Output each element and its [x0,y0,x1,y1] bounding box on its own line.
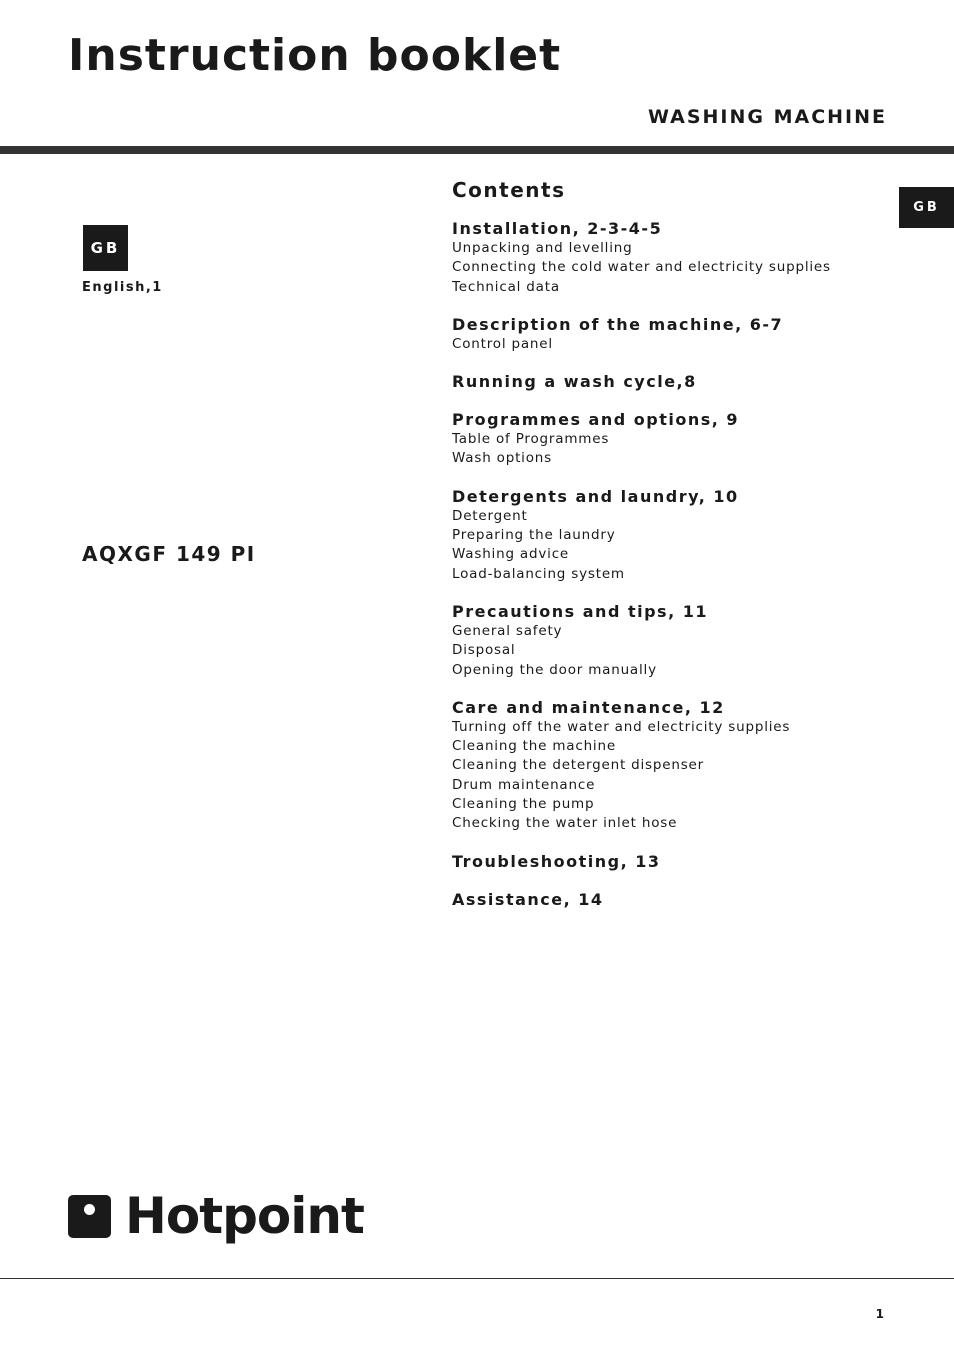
page-title: Instruction booklet [68,30,562,81]
contents-subitem[interactable]: Technical data [452,278,560,295]
contents-subitem[interactable]: Turning off the water and electricity supplies [452,718,791,735]
contents-section-title[interactable]: Troubleshooting, 13 [452,851,661,871]
contents-subitem[interactable]: Cleaning the detergent dispenser [452,757,705,774]
contents-subitem[interactable]: Unpacking and levelling [452,240,633,256]
contents-subitem[interactable]: Preparing the laundry [452,527,616,544]
contents-section [452,486,892,584]
footer-divider [0,1278,954,1279]
contents-subitems [452,622,892,680]
language-side-tab: GB [899,187,954,228]
contents-section [452,371,892,392]
contents-section-title[interactable]: Programmes and options, 9 [452,410,740,430]
page-number: 1 [875,1307,884,1321]
contents-subitem[interactable]: General safety [452,622,563,639]
contents-subitem[interactable]: Drum maintenance [452,776,596,793]
contents-section [452,601,892,680]
contents-subitem[interactable]: Cleaning the machine [452,738,616,755]
contents-subitem[interactable]: Checking the water inlet hose [452,815,678,832]
contents-section [452,409,892,469]
contents-section-title[interactable]: Detergents and laundry, 10 [452,486,739,506]
contents-subitem[interactable]: Detergent [452,507,528,524]
contents-subitem[interactable]: Opening the door manually [452,661,657,678]
contents-subitem[interactable]: Control panel [452,335,553,352]
language-label[interactable]: English,1 [82,280,163,295]
contents-subitem[interactable]: Cleaning the pump [452,796,595,813]
contents-section-title[interactable]: Assistance, 14 [452,889,604,909]
table-of-contents [452,178,892,927]
contents-section [452,889,892,910]
contents-subitems [452,239,892,297]
contents-heading: Contents [452,178,566,202]
contents-section-title[interactable]: Installation, 2-3-4-5 [452,219,663,238]
contents-subitem[interactable]: Table of Programmes [452,431,610,448]
contents-subitems [452,718,892,834]
contents-subitem[interactable]: Disposal [452,642,516,659]
contents-subitem[interactable]: Wash options [452,450,552,467]
hotpoint-logo-icon [68,1195,111,1238]
contents-section [452,314,892,354]
contents-sections [452,218,892,910]
header-divider [0,146,954,154]
contents-section [452,218,892,297]
contents-subitems [452,507,892,584]
contents-subitem[interactable]: Load-balancing system [452,565,625,582]
contents-subitem[interactable]: Connecting the cold water and electricity supplies [452,259,831,276]
document-subtitle: WASHING MACHINE [648,106,887,128]
contents-section-title[interactable]: Care and maintenance, 12 [452,697,725,717]
brand-logo [68,1186,364,1246]
contents-subitems [452,335,892,354]
language-badge: GB [83,225,128,271]
contents-section-title[interactable]: Running a wash cycle,8 [452,372,697,392]
contents-section-title[interactable]: Precautions and tips, 11 [452,601,708,621]
contents-subitem[interactable]: Washing advice [452,546,570,563]
contents-section [452,851,892,872]
contents-section-title[interactable]: Description of the machine, 6-7 [452,314,784,334]
contents-section [452,697,892,834]
brand-logo-text: Hotpoint [125,1187,364,1245]
contents-subitems [452,430,892,469]
model-number: AQXGF 149 PI [82,542,256,566]
